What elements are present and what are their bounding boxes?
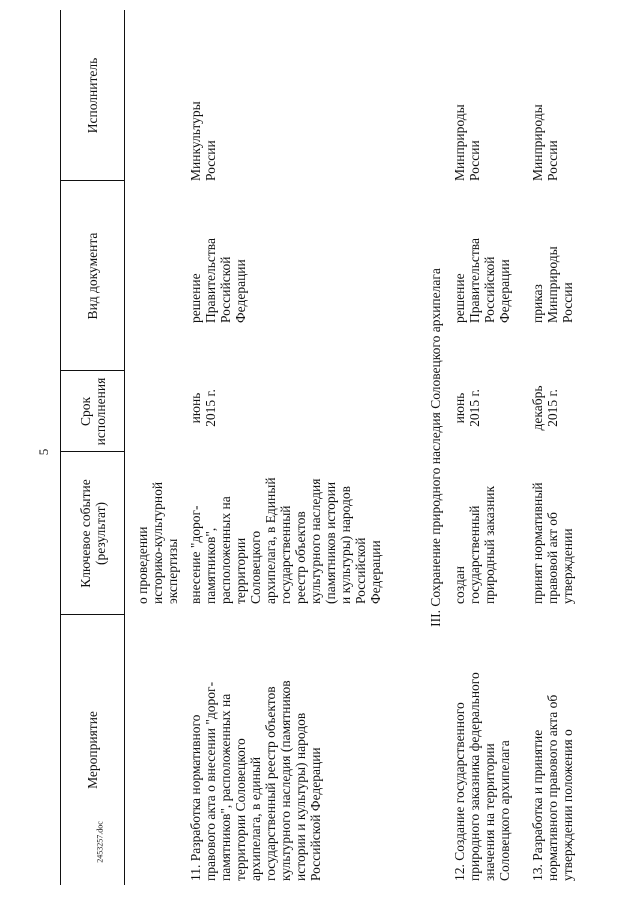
column-header-key-event-label: Ключевое событие (результат)	[77, 479, 108, 588]
column-header-doc-type	[60, 181, 125, 371]
activities-table	[60, 10, 575, 885]
column-header-executor-label: Исполнитель	[85, 57, 100, 134]
row11-doc-type: решение Правительства Российской Федерации	[188, 238, 248, 323]
footer-document-code: 2453257.doc	[95, 821, 105, 863]
page-number: 5	[36, 448, 51, 456]
row13-deadline: декабрь 2015 г.	[530, 385, 560, 431]
column-header-executor	[60, 10, 125, 181]
row13-executor: Минприроды России	[530, 104, 560, 181]
section-title: III. Сохранение природного наследия Соловецкого архипелага	[428, 268, 443, 627]
row11-activity: 11. Разработка нормативного правового акта о внесении "дорог- памятников", расположенных на территории Соловецкого архипелага, в единый государственный реестр объектов культурного наследия (памятников истории и культуры) народов Российской Федерации	[188, 680, 323, 881]
row13-key-event: принят нормативный правовой акт об утверждении	[530, 482, 575, 604]
row12-activity: 12. Создание государственного природного заказника федерального значения на территории Соловецкого архипелага	[452, 672, 512, 881]
column-header-key-event	[60, 452, 125, 615]
row11-deadline: июнь 2015 г.	[188, 389, 218, 427]
column-header-doc-type-label: Вид документа	[85, 232, 100, 320]
table-header	[60, 10, 125, 885]
rotated-table-container	[60, 10, 580, 885]
row12-deadline: июнь 2015 г.	[452, 389, 482, 427]
row11-executor: Минкультуры России	[188, 101, 218, 181]
row12-executor: Минприроды России	[452, 104, 482, 181]
column-header-activity-label: Мероприятие	[85, 711, 100, 789]
column-header-deadline-label: Срок исполнения	[77, 377, 108, 446]
row12-doc-type: решение Правительства Российской Федерации	[452, 238, 512, 323]
column-header-deadline	[60, 371, 125, 452]
row11-key-event: внесение "дорог- памятников", расположенных на территории Соловецкого архипелага, в Единый государственный реестр объектов культурного наследия (памятников истории и культуры) народов Российской Федерации	[188, 477, 383, 604]
row13-activity: 13. Разработка и принятие нормативного правового акта об утверждении положения о	[530, 694, 575, 881]
row12-key-event: создан государственный природный заказник	[452, 485, 497, 604]
column-header-activity	[60, 615, 125, 885]
row13-doc-type: приказ Минприроды России	[530, 246, 575, 323]
continuation-key-event: о проведении историко-культурной экспертизы	[135, 481, 180, 604]
